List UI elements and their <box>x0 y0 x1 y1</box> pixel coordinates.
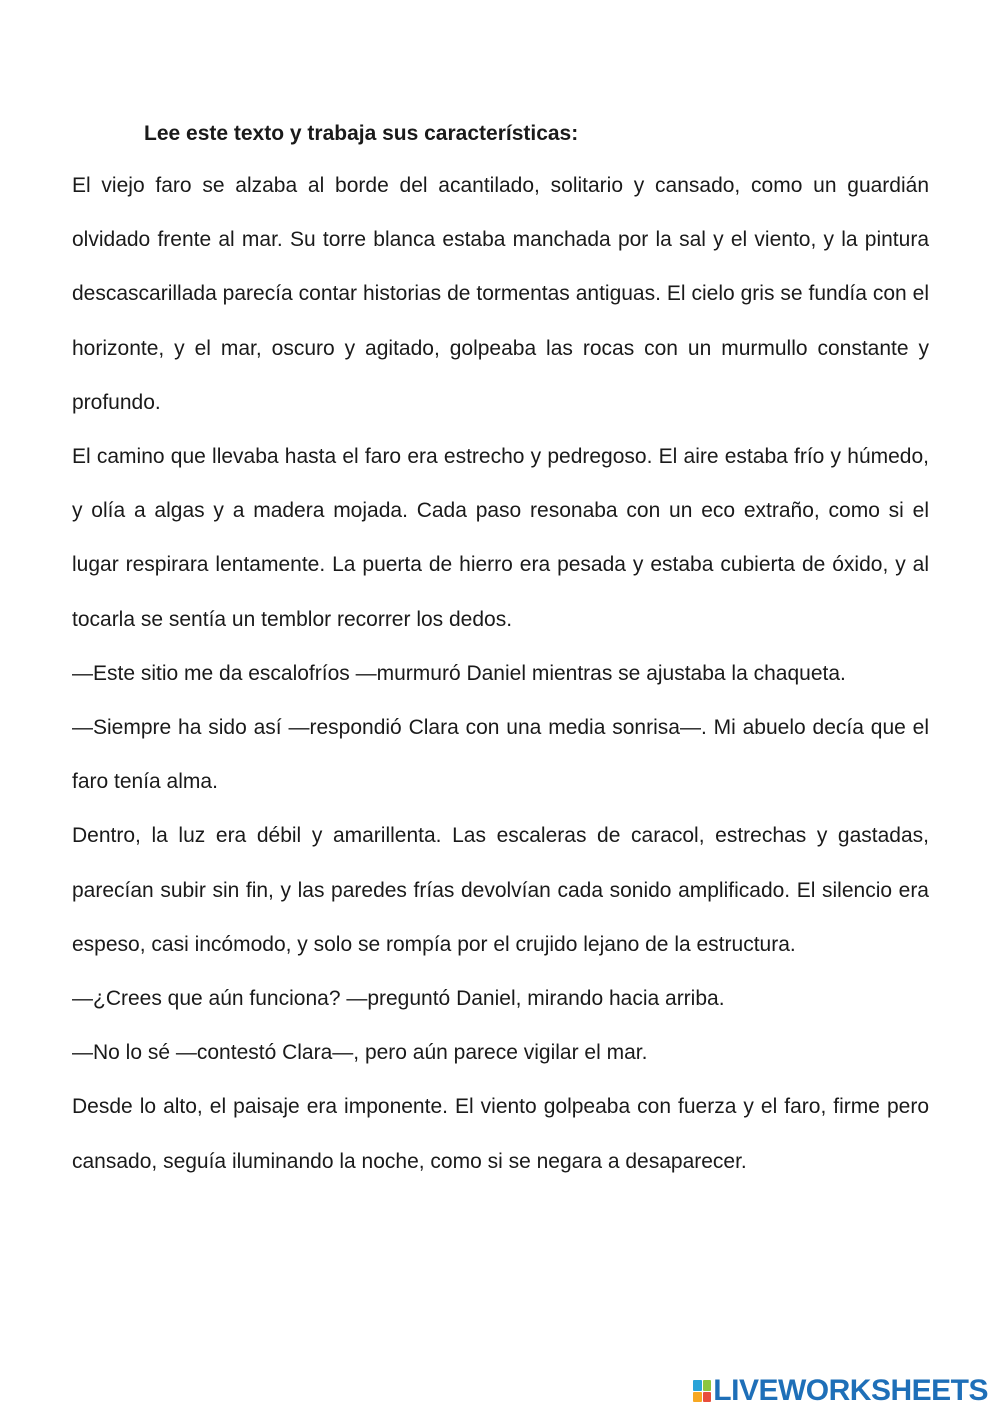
liveworksheets-logo <box>693 1376 988 1406</box>
dialogue-line-1: —Este sitio me da escalofríos —murmuró Daniel mientras se ajustaba la chaqueta. <box>72 661 846 685</box>
dialogue-line-4: —No lo sé —contestó Clara—, pero aún parece vigilar el mar. <box>72 1041 648 1065</box>
dialogue-line-2: —Siempre ha sido así —respondió Clara con una media sonrisa—. Mi abuelo decía que el faro tenía alma. <box>72 716 929 794</box>
paragraph-2: El camino que llevaba hasta el faro era estrecho y pedregoso. El aire estaba frío y húmedo, y olía a algas y a madera mojada. Cada paso resonaba con un eco extraño, como si el lugar respirara lentamente. La puerta de hierro era pesada y estaba cubierta de óxido, y al tocarla se sentía un temblor recorrer los dedos. <box>72 445 929 631</box>
logo-text: LIVEWORKSHEETS <box>713 1374 988 1407</box>
page-title: Lee este texto y trabaja sus características: <box>144 122 579 145</box>
paragraph-3: Dentro, la luz era débil y amarillenta. Las escaleras de caracol, estrechas y gastadas, parecían subir sin fin, y las paredes frías devolvían cada sonido amplificado. El silencio era espeso, casi incómodo, y solo se rompía por el crujido lejano de la estructura. <box>72 824 929 956</box>
paragraph-1: El viejo faro se alzaba al borde del acantilado, solitario y cansado, como un guardián olvidado frente al mar. Su torre blanca estaba manchada por la sal y el viento, y la pintura descascarillada parecía contar historias de tormentas antiguas. El cielo gris se fundía con el horizonte, y el mar, oscuro y agitado, golpeaba las rocas con un murmullo constante y profundo. <box>72 174 929 414</box>
paragraph-4: Desde lo alto, el paisaje era imponente. El viento golpeaba con fuerza y el faro, firme pero cansado, seguía iluminando la noche, como si se negara a desaparecer. <box>72 1095 929 1173</box>
dialogue-line-3: —¿Crees que aún funciona? —preguntó Daniel, mirando hacia arriba. <box>72 987 725 1011</box>
story-text <box>72 159 929 1189</box>
liveworksheets-logo-icon <box>693 1380 711 1402</box>
